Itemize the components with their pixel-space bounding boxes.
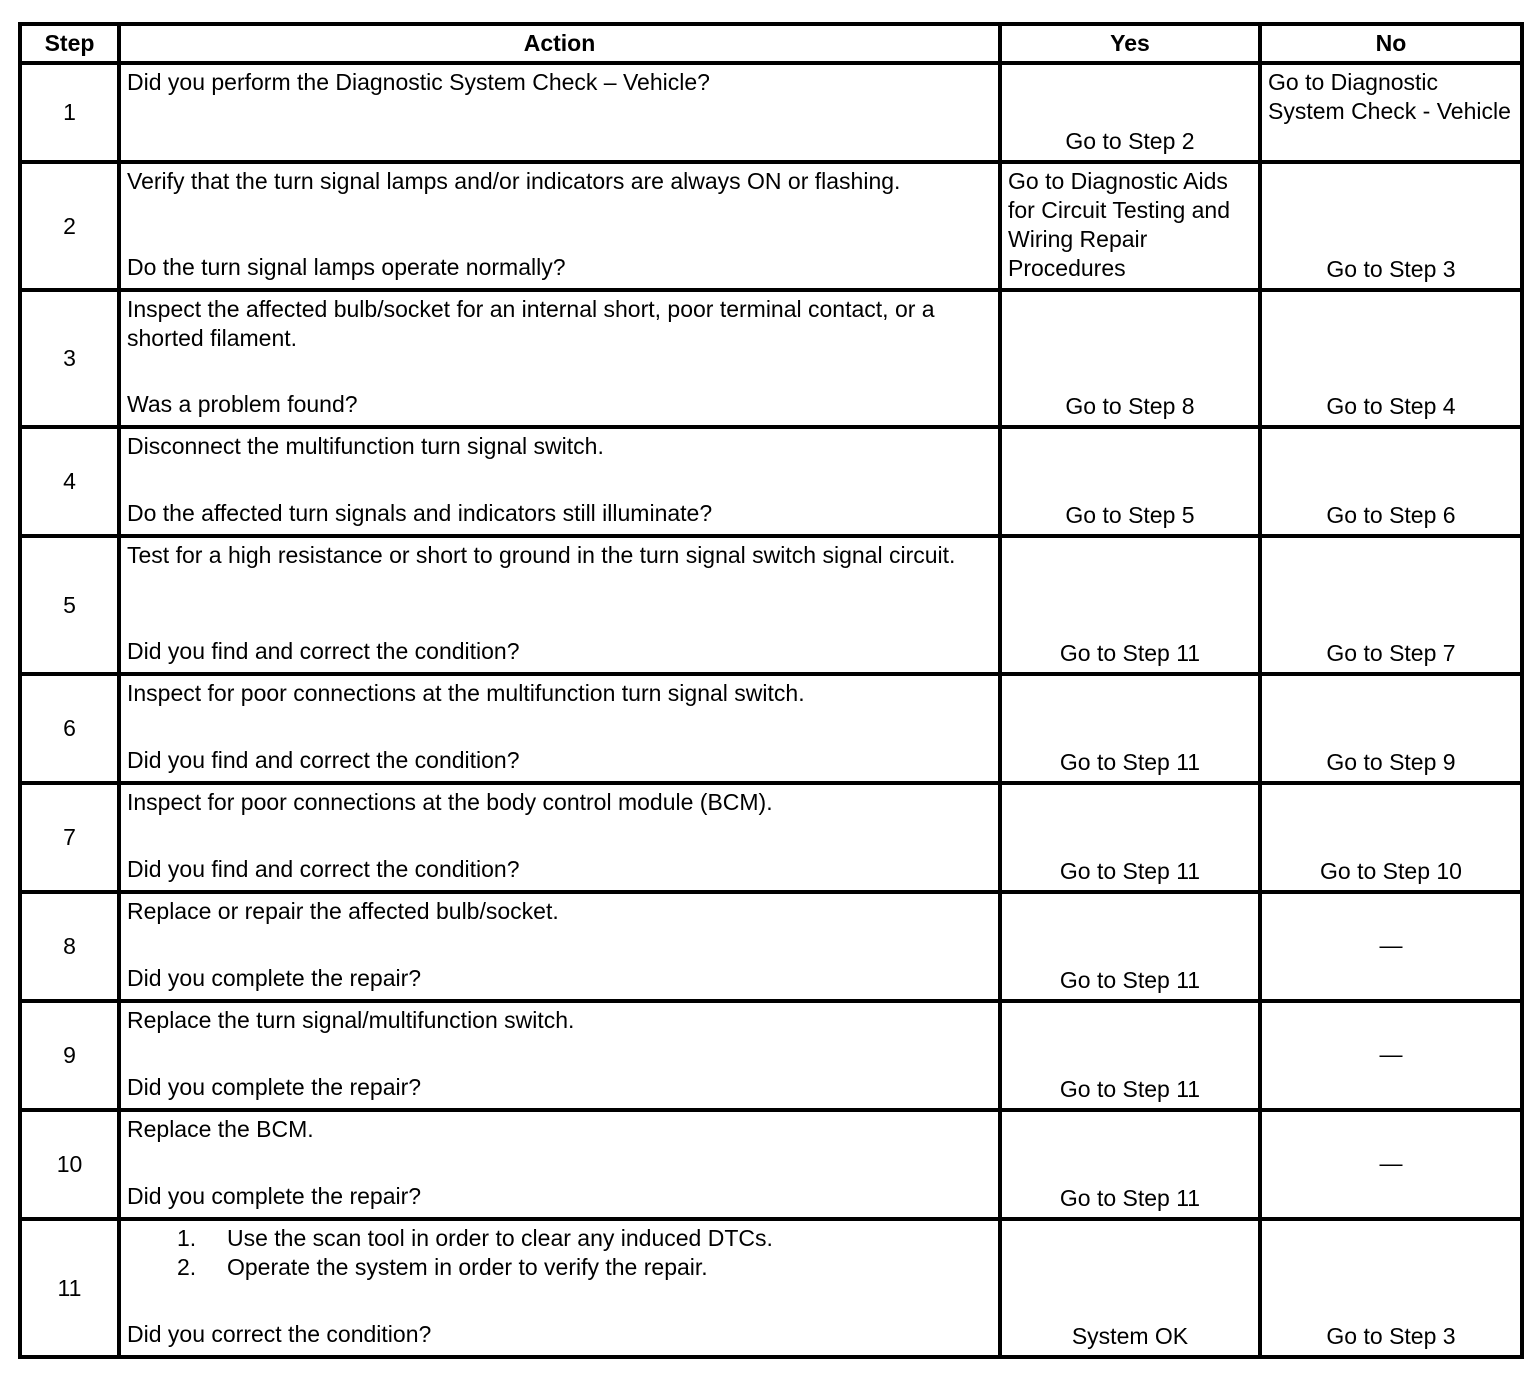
list-item [177, 1253, 988, 1282]
list-number: 1. [177, 1225, 197, 1251]
step-number: 6 [20, 674, 119, 783]
no-cell: Go to Step 6 [1260, 427, 1522, 536]
header-no: No [1260, 24, 1522, 63]
action-question: Did you complete the repair? [127, 1183, 422, 1209]
action-list [127, 1224, 988, 1282]
yes-cell: Go to Diagnostic Aids for Circuit Testing and Wiring Repair Procedures [1000, 162, 1260, 290]
action-cell [119, 892, 1000, 1001]
table-row [20, 783, 1522, 892]
step-number: 3 [20, 290, 119, 427]
action-cell [119, 1219, 1000, 1357]
no-cell: Go to Step 9 [1260, 674, 1522, 783]
step-number: 2 [20, 162, 119, 290]
step-number: 7 [20, 783, 119, 892]
action-text: Replace or repair the affected bulb/socket. [127, 898, 559, 924]
step-number: 1 [20, 63, 119, 162]
action-cell [119, 1001, 1000, 1110]
step-number: 5 [20, 536, 119, 674]
step-number: 9 [20, 1001, 119, 1110]
table-row [20, 162, 1522, 290]
step-number: 8 [20, 892, 119, 1001]
yes-cell: Go to Step 2 [1000, 63, 1260, 162]
table-row [20, 674, 1522, 783]
step-number: 11 [20, 1219, 119, 1357]
table-row [20, 427, 1522, 536]
no-cell: Go to Step 7 [1260, 536, 1522, 674]
yes-cell: Go to Step 11 [1000, 674, 1260, 783]
action-text: Replace the BCM. [127, 1116, 314, 1142]
yes-cell: Go to Step 11 [1000, 783, 1260, 892]
header-action: Action [119, 24, 1000, 63]
list-text: Operate the system in order to verify the repair. [227, 1254, 708, 1280]
action-cell [119, 783, 1000, 892]
action-cell [119, 290, 1000, 427]
table-row [20, 1219, 1522, 1357]
table-row [20, 290, 1522, 427]
table-row [20, 1110, 1522, 1219]
action-cell [119, 162, 1000, 290]
action-cell [119, 536, 1000, 674]
action-text: Inspect the affected bulb/socket for an internal short, poor terminal contact, or a shorted filament. [127, 296, 935, 351]
header-yes: Yes [1000, 24, 1260, 63]
yes-cell: Go to Step 8 [1000, 290, 1260, 427]
action-question: Did you find and correct the condition? [127, 856, 520, 882]
action-question: Did you complete the repair? [127, 965, 422, 991]
diagnostic-table [18, 22, 1524, 1359]
action-cell [119, 674, 1000, 783]
action-question: Did you find and correct the condition? [127, 638, 520, 664]
action-text: Replace the turn signal/multifunction switch. [127, 1007, 575, 1033]
no-cell: Go to Step 10 [1260, 783, 1522, 892]
header-step: Step [20, 24, 119, 63]
no-cell: — [1260, 1110, 1522, 1219]
table-row [20, 892, 1522, 1001]
action-text: Disconnect the multifunction turn signal switch. [127, 433, 604, 459]
list-text: Use the scan tool in order to clear any induced DTCs. [227, 1225, 773, 1251]
no-cell: Go to Diagnostic System Check - Vehicle [1260, 63, 1522, 162]
table-row [20, 536, 1522, 674]
table-row [20, 63, 1522, 162]
action-cell [119, 427, 1000, 536]
list-number: 2. [177, 1254, 197, 1280]
step-number: 10 [20, 1110, 119, 1219]
action-text: Did you perform the Diagnostic System Check – Vehicle? [127, 69, 710, 95]
no-cell: — [1260, 892, 1522, 1001]
action-text: Inspect for poor connections at the multifunction turn signal switch. [127, 680, 805, 706]
action-question: Did you find and correct the condition? [127, 747, 520, 773]
header-row [20, 24, 1522, 63]
action-question: Did you complete the repair? [127, 1074, 422, 1100]
action-question: Was a problem found? [127, 391, 358, 417]
yes-cell: Go to Step 11 [1000, 536, 1260, 674]
no-cell: Go to Step 3 [1260, 1219, 1522, 1357]
action-question: Did you correct the condition? [127, 1321, 432, 1347]
no-cell: Go to Step 3 [1260, 162, 1522, 290]
yes-cell: Go to Step 5 [1000, 427, 1260, 536]
action-text: Test for a high resistance or short to ground in the turn signal switch signal circuit. [127, 542, 956, 568]
yes-cell: Go to Step 11 [1000, 1001, 1260, 1110]
action-cell [119, 63, 1000, 162]
action-question: Do the affected turn signals and indicators still illuminate? [127, 500, 713, 526]
table-row [20, 1001, 1522, 1110]
no-cell: — [1260, 1001, 1522, 1110]
action-cell [119, 1110, 1000, 1219]
yes-cell: Go to Step 11 [1000, 1110, 1260, 1219]
list-item [177, 1224, 988, 1253]
action-text: Verify that the turn signal lamps and/or indicators are always ON or flashing. [127, 168, 901, 194]
step-number: 4 [20, 427, 119, 536]
no-cell: Go to Step 4 [1260, 290, 1522, 427]
action-text: Inspect for poor connections at the body control module (BCM). [127, 789, 773, 815]
yes-cell: Go to Step 11 [1000, 892, 1260, 1001]
yes-cell: System OK [1000, 1219, 1260, 1357]
action-question: Do the turn signal lamps operate normally? [127, 254, 566, 280]
